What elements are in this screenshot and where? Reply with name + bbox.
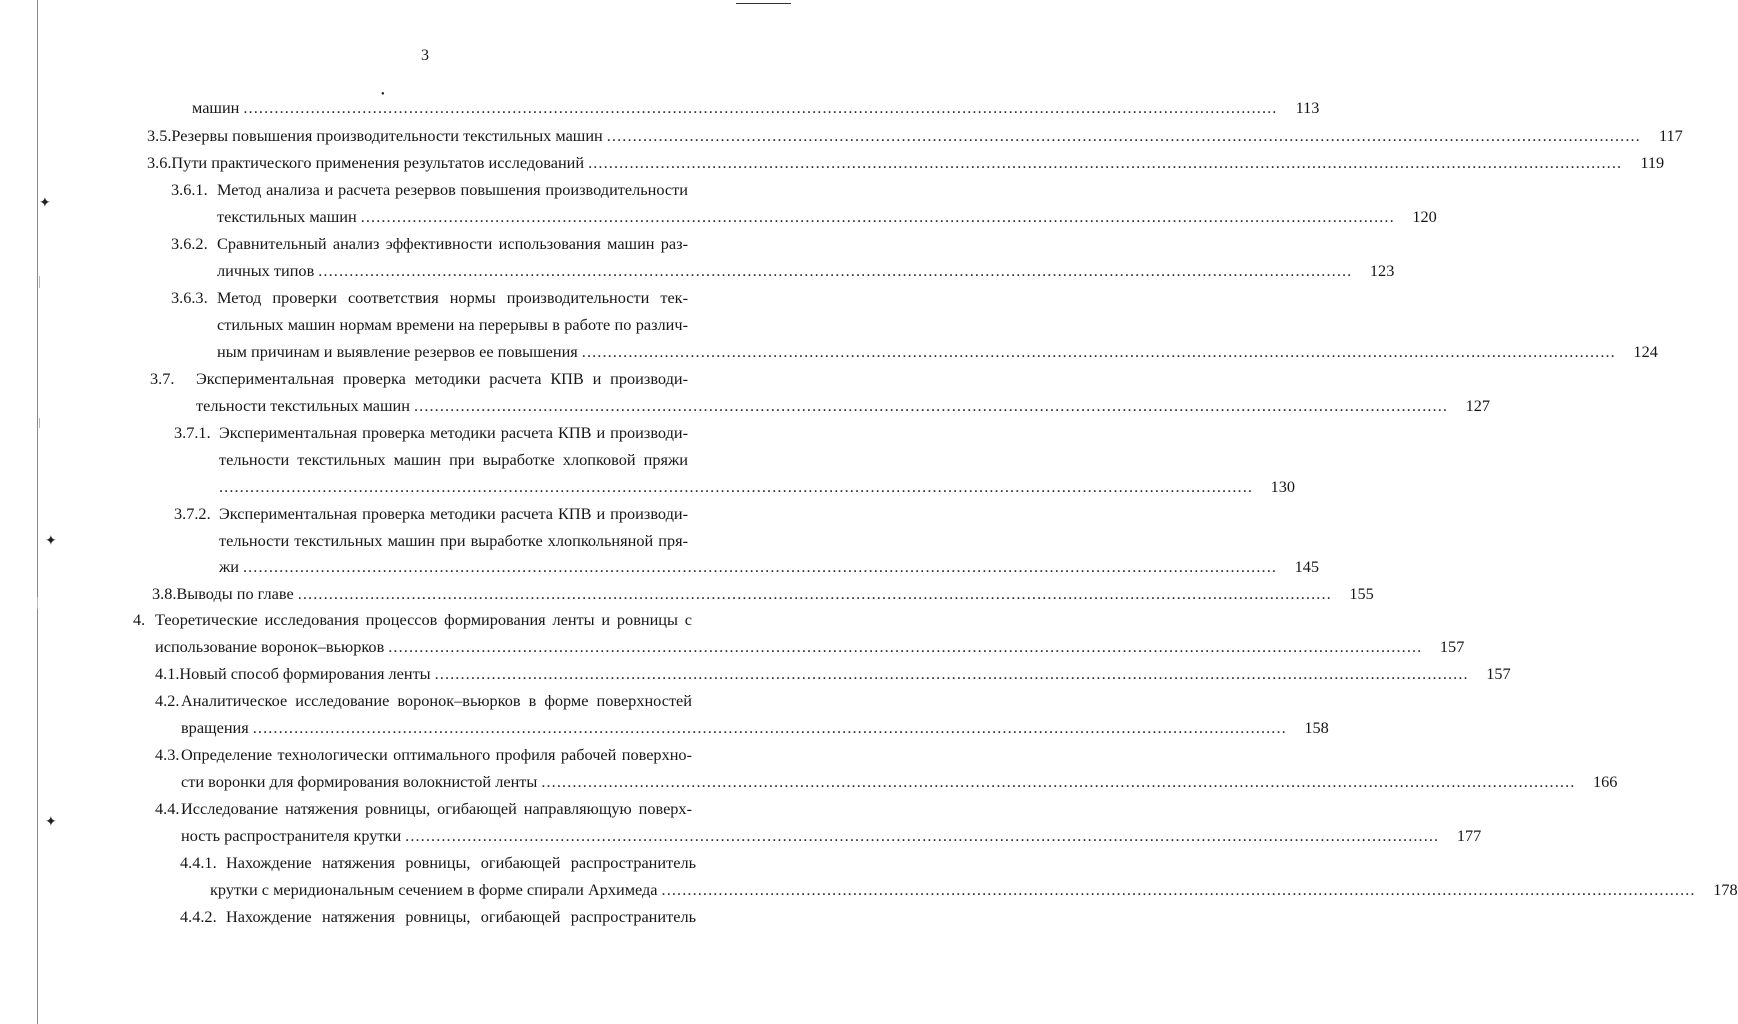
toc-entry-text: Нахождение натяжения ровницы, огибающей распространитель bbox=[226, 853, 696, 872]
dot-leader: ........................................................................................................................................................................................................ bbox=[360, 207, 1395, 226]
toc-entry-4-4 bbox=[155, 799, 692, 819]
dot-leader: ........................................................................................................................................................................................................ bbox=[388, 637, 1423, 656]
toc-entry-text: машин bbox=[192, 98, 240, 117]
toc-entry-text: Экспериментальная проверка методики расчета КПВ и производи- bbox=[219, 423, 688, 442]
dot-leader: ........................................................................................................................................................................................................ bbox=[413, 396, 1449, 415]
dot-leader: ........................................................................................................................................................................................................ bbox=[661, 880, 1696, 899]
toc-entry-text: ность распространителя крутки bbox=[181, 826, 402, 845]
scan-edge-line bbox=[37, 0, 38, 1024]
dot-leader: ........................................................................................................................................................................................................ bbox=[434, 664, 1469, 683]
toc-entry-text: личных типов bbox=[217, 261, 315, 280]
toc-entry-text: тельности текстильных машин bbox=[196, 396, 410, 415]
toc-entry-text: сти воронки для формирования волокнистой ленты bbox=[181, 772, 538, 791]
toc-entry-3-7-2-last bbox=[219, 557, 1320, 577]
toc-entry-number: 4.2. bbox=[155, 691, 180, 710]
toc-entry-4-1 bbox=[155, 664, 1511, 684]
toc-entry-number: 3.6.2. bbox=[171, 234, 208, 253]
toc-entry-4-2-last bbox=[181, 718, 1329, 738]
toc-entry-4-4-2 bbox=[180, 907, 696, 927]
page-number: 3 bbox=[421, 47, 429, 64]
toc-entry-number: 3.6.1. bbox=[171, 180, 208, 199]
toc-page-number: 123 bbox=[1369, 261, 1395, 280]
toc-entry-number: 4.4.2. bbox=[180, 907, 217, 926]
toc-entry-number: 3.8. bbox=[152, 584, 177, 603]
toc-entry-number: 4.3. bbox=[155, 745, 180, 764]
toc-entry-4-3-last bbox=[181, 772, 1618, 792]
dot-leader: ........................................................................................................................................................................................................ bbox=[297, 584, 1332, 603]
toc-entry-3-6 bbox=[147, 153, 1665, 173]
toc-entry-number: 3.6.3. bbox=[171, 288, 208, 307]
dot-leader: ........................................................................................................................................................................................................ bbox=[405, 826, 1440, 845]
toc-entry-text: Определение технологически оптимального профиля рабочей поверхно- bbox=[181, 745, 692, 764]
toc-page-number: 166 bbox=[1592, 772, 1618, 791]
toc-entry-3-6-1 bbox=[171, 180, 688, 200]
toc-entry-3-6-2-last bbox=[217, 261, 1395, 281]
dot-leader: ........................................................................................................................................................................................................ bbox=[243, 98, 1278, 117]
toc-entry-text: крутки с меридиональным сечением в форме спирали Архимеда bbox=[210, 880, 658, 899]
toc-entry-3-6-3-line2: стильных машин нормам времени на перерывы в работе по различ- bbox=[217, 315, 688, 334]
toc-entry-3-6-1-last bbox=[217, 207, 1437, 227]
toc-entry-4-last bbox=[155, 637, 1465, 657]
toc-entry-4-3 bbox=[155, 745, 692, 765]
toc-entry-number: 4.1. bbox=[155, 664, 180, 683]
toc-entry-text: Аналитическое исследование воронок–вьюрков в форме поверхностей bbox=[181, 691, 692, 710]
toc-entry-text: текстильных машин bbox=[217, 207, 357, 226]
toc-entry-text: использование воронок–вьюрков bbox=[155, 637, 385, 656]
toc-entry-4-4-1 bbox=[180, 853, 696, 873]
dot-leader: ........................................................................................................................................................................................................ bbox=[242, 557, 1278, 576]
toc-entry-text: Экспериментальная проверка методики расчета КПВ и производи- bbox=[196, 369, 688, 388]
toc-entry-number: 3.6. bbox=[147, 153, 172, 172]
toc-entry-4-4-1-last bbox=[210, 880, 1738, 900]
toc-entry-text: Метод проверки соответствия нормы производительности тек- bbox=[217, 288, 688, 307]
toc-entry-text: Выводы по главе bbox=[176, 584, 294, 603]
toc-page-number: 117 bbox=[1659, 126, 1683, 145]
toc-page-number: 119 bbox=[1640, 153, 1665, 172]
toc-entry-3-5 bbox=[147, 126, 1683, 146]
toc-page-number: 130 bbox=[1270, 477, 1296, 496]
toc-entry-number: 4.4.1. bbox=[180, 853, 217, 872]
toc-entry-text: Экспериментальная проверка методики расчета КПВ и производи- bbox=[219, 504, 688, 523]
toc-entry-text: Метод анализа и расчета резервов повышения производительности bbox=[217, 180, 688, 199]
toc-entry-3-7-1 bbox=[174, 423, 688, 443]
toc-entry-3-7-2-line2: тельности текстильных машин при выработке хлопкольняной пря- bbox=[219, 531, 688, 550]
toc-entry-text: Пути практического применения результатов исследований bbox=[171, 153, 585, 172]
toc-entry-3-7-1-line2: тельности текстильных машин при выработке хлопковой пряжи bbox=[219, 450, 688, 469]
toc-entry-number: 3.5. bbox=[147, 126, 172, 145]
toc-entry-number: 3.7.1. bbox=[174, 423, 211, 442]
toc-entry-text: ным причинам и выявление резервов ее повышения bbox=[217, 342, 578, 361]
scan-mark-icon: ✦ bbox=[45, 815, 57, 830]
toc-entry-3-6-3-last bbox=[217, 342, 1658, 362]
scan-dot-icon: ● bbox=[381, 91, 385, 97]
toc-entry-number: 3.7. bbox=[150, 369, 175, 388]
toc-entry-text: Теоретические исследования процессов формирования ленты и ровницы с bbox=[155, 610, 692, 629]
toc-entry-3-7 bbox=[150, 369, 688, 389]
toc-entry-text: Исследование натяжения ровницы, огибающей направляющую поверх- bbox=[181, 799, 692, 818]
toc-page-number: 157 bbox=[1486, 664, 1511, 683]
toc-page-number: 124 bbox=[1633, 342, 1658, 361]
dot-leader: ........................................................................................................................................................................................................ bbox=[606, 126, 1641, 145]
toc-entry-text: Новый способ формирования ленты bbox=[179, 664, 431, 683]
dot-leader: ........................................................................................................................................................................................................ bbox=[541, 772, 1576, 791]
toc-entry-number: 4. bbox=[133, 610, 146, 629]
toc-page-number: 127 bbox=[1465, 396, 1491, 415]
toc-page-number: 120 bbox=[1412, 207, 1437, 226]
scan-mark-icon: ✦ bbox=[39, 196, 51, 211]
toc-page-number: 145 bbox=[1294, 557, 1320, 576]
toc-page-number: 158 bbox=[1304, 718, 1329, 737]
toc-page-number: 177 bbox=[1456, 826, 1482, 845]
toc-entry-4-4-last bbox=[181, 826, 1482, 846]
toc-entry-text: Сравнительный анализ эффективности использования машин раз- bbox=[217, 234, 688, 253]
toc-page-number: 157 bbox=[1439, 637, 1465, 656]
toc-page-number: 178 bbox=[1713, 880, 1738, 899]
toc-entry-3-7-last bbox=[196, 396, 1491, 416]
toc-entry-text: вращения bbox=[181, 718, 249, 737]
toc-entry-number: 3.7.2. bbox=[174, 504, 211, 523]
scan-mark-icon: ✦ bbox=[45, 534, 57, 549]
toc-entry-3-6-2 bbox=[171, 234, 688, 254]
dot-leader: ........................................................................................................................................................................................................ bbox=[581, 342, 1616, 361]
toc-entry-text: жи bbox=[219, 557, 239, 576]
toc-entry-number: 4.4. bbox=[155, 799, 180, 818]
scan-tick bbox=[39, 418, 40, 428]
dot-leader: ........................................................................................................................................................................................................ bbox=[588, 153, 1623, 172]
toc-entry-4 bbox=[133, 610, 692, 630]
toc-page-number: 155 bbox=[1349, 584, 1374, 603]
scan-tick bbox=[37, 597, 38, 609]
toc-entry-3-8 bbox=[152, 584, 1374, 604]
toc-entry-4-2 bbox=[155, 691, 692, 711]
toc-entry-text: Нахождение натяжения ровницы, огибающей распространитель bbox=[226, 907, 696, 926]
scan-tick bbox=[39, 276, 40, 288]
scan-top-mark bbox=[736, 3, 791, 4]
toc-page-number: 113 bbox=[1295, 98, 1320, 117]
toc-entry-3-7-1-last bbox=[219, 477, 1296, 497]
dot-leader: ........................................................................................................................................................................................................ bbox=[318, 261, 1353, 280]
toc-entry-3-7-2 bbox=[174, 504, 688, 524]
dot-leader: ........................................................................................................................................................................................................ bbox=[252, 718, 1287, 737]
toc-entry-text: Резервы повышения производительности текстильных машин bbox=[171, 126, 603, 145]
toc-entry-continuation bbox=[192, 98, 1320, 118]
toc-entry-3-6-3 bbox=[171, 288, 688, 308]
dot-leader: ........................................................................................................................................................................................................ bbox=[219, 477, 1254, 496]
